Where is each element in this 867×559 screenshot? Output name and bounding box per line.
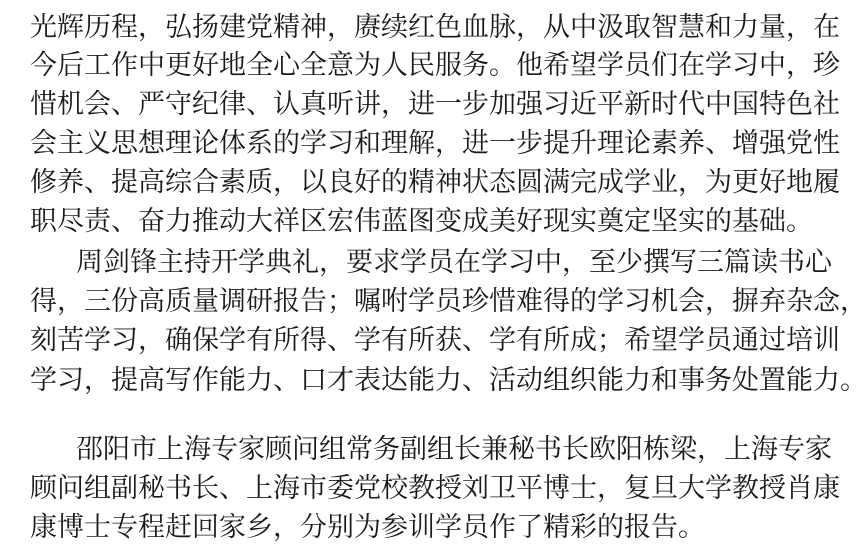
paragraph-3-line-2: 顾问组副秘书长、上海市委党校教授刘卫平博士，复旦大学教授肖康	[30, 473, 840, 504]
paragraph-1-line-3: 惜机会、严守纪律、认真听讲，进一步加强习近平新时代中国特色社	[30, 89, 840, 120]
paragraph-1-line-2: 今后工作中更好地全心全意为人民服务。他希望学员们在学习中，珍	[30, 50, 840, 81]
paragraph-2-line-4: 学习，提高写作能力、口才表达能力、活动组织能力和事务处置能力。	[30, 365, 867, 396]
paragraph-2-line-1: 周剑锋主持开学典礼，要求学员在学习中，至少撰写三篇读书心	[76, 247, 832, 278]
paragraph-1-line-6: 职尽责、奋力推动大祥区宏伟蓝图变成美好现实奠定坚实的基础。	[30, 206, 813, 237]
paragraph-1-line-5: 修养、提高综合素质，以良好的精神状态圆满完成学业，为更好地履	[30, 167, 840, 198]
paragraph-1-line-1: 光辉历程，弘扬建党精神，赓续红色血脉，从中汲取智慧和力量，在	[30, 12, 840, 43]
paragraph-2-line-3: 刻苦学习，确保学有所得、学有所获、学有所成；希望学员通过培训	[30, 325, 840, 356]
paragraph-3-line-3: 康博士专程赶回家乡，分别为参训学员作了精彩的报告。	[30, 512, 705, 543]
paragraph-2-line-2: 得，三份高质量调研报告；嘱咐学员珍惜难得的学习机会，摒弃杂念，	[30, 286, 867, 317]
paragraph-1-line-4: 会主义思想理论体系的学习和理解，进一步提升理论素养、增强党性	[30, 128, 840, 159]
paragraph-3-line-1: 邵阳市上海专家顾问组常务副组长兼秘书长欧阳栋梁，上海专家	[76, 434, 832, 465]
